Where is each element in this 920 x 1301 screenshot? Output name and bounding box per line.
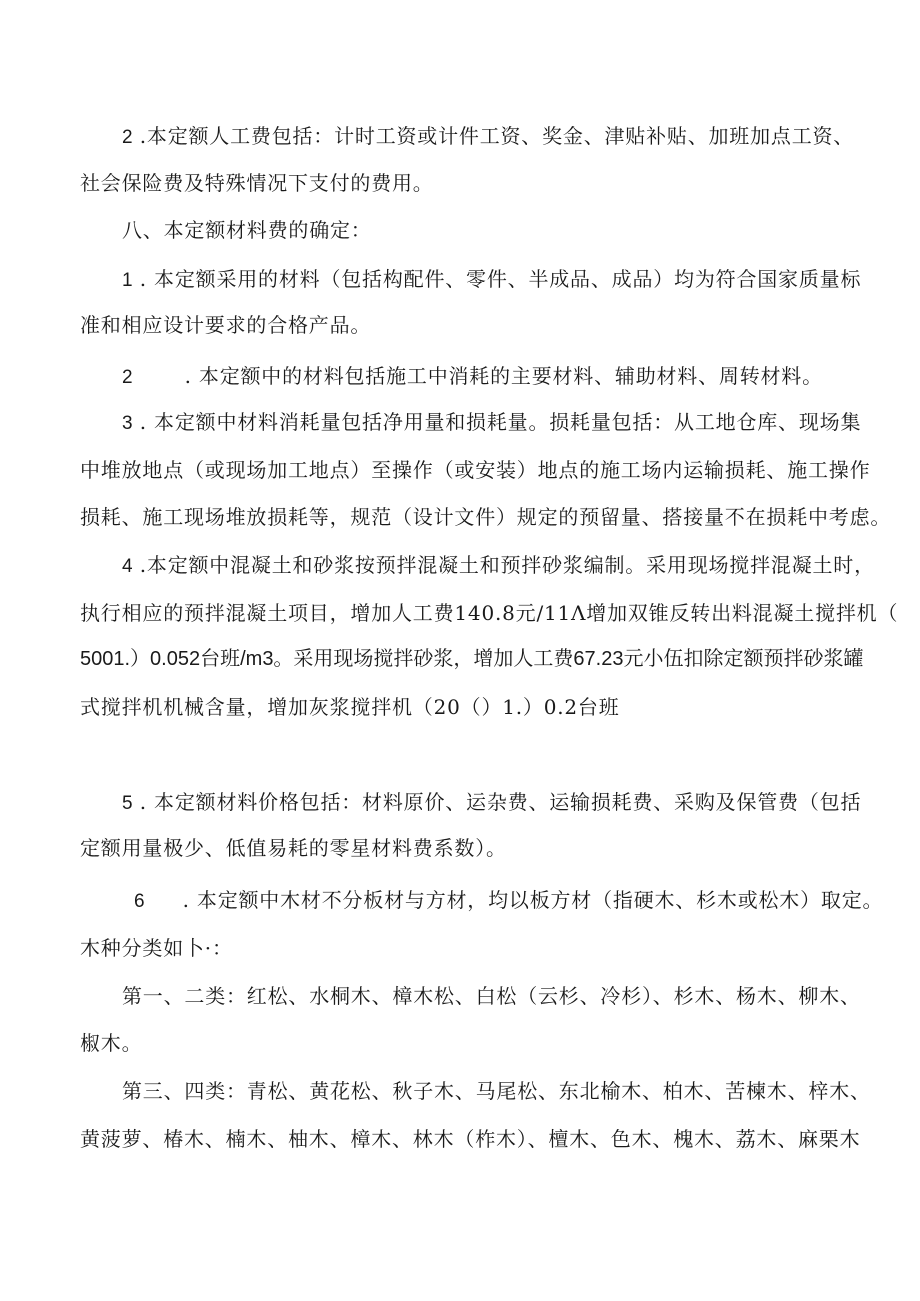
material-item-4-line-1 [122, 551, 875, 579]
item-text: .本定额人工费包括：计时工资或计件工资、奖金、津贴补贴、加班加点工资、 [132, 124, 855, 148]
material-item-6-line-2: 木种分类如卜·： [80, 936, 233, 960]
item-text: . 本定额中木材不分板材与方材，均以板方材（指硬木、杉木或松木）取定。 [182, 888, 884, 912]
wood-class-1-2-line-2: 椒木。 [80, 1031, 143, 1055]
item-number: 4 [122, 556, 133, 577]
material-item-4-line-3: 5001.）0.052台班/m3。采用现场搅拌砂浆，增加人工费67.23元小伍扣除定额预拌砂浆罐 [80, 648, 864, 670]
material-item-4-line-2: 执行相应的预拌混凝土项目，增加人工费140.8元/11Λ增加双锥反转出料混凝土搅拌机（ [80, 601, 899, 625]
labor-cost-paragraph-line-2: 社会保险费及特殊情况下支付的费用。 [80, 171, 434, 195]
section-heading-8: 八、本定额材料费的确定： [122, 218, 372, 242]
material-item-2-line-1 [122, 362, 823, 390]
material-item-5-line-1 [122, 788, 861, 816]
material-item-3-line-1 [122, 408, 861, 436]
wood-class-3-4-line-2: 黄菠萝、椿木、楠木、柚木、樟木、林木（柞木）、檀木、色木、槐木、荔木、麻栗木 [80, 1127, 861, 1151]
material-item-1-line-2: 准和相应设计要求的合格产品。 [80, 313, 372, 337]
material-item-3-line-2: 中堆放地点（或现场加工地点）至操作（或安装）地点的施工场内运输损耗、施工操作 [80, 458, 871, 482]
wood-class-3-4-line-1: 第三、四类：青松、黄花松、秋子木、马尾松、东北榆木、柏木、苦楝木、梓木、 [122, 1079, 871, 1103]
item-number: 1 [122, 270, 133, 291]
wood-class-1-2-line-1: 第一、二类：红松、水桐木、樟木松、白松（云杉、冷杉）、杉木、杨木、柳木、 [122, 984, 861, 1008]
material-item-5-line-2: 定额用量极少、低值易耗的零星材料费系数）。 [80, 836, 507, 860]
labor-cost-paragraph-line-1 [122, 122, 854, 150]
item-text: . 本定额中的材料包括施工中消耗的主要材料、辅助材料、周转材料。 [184, 364, 823, 388]
material-item-4-line-4: 式搅拌机机械含量，增加灰浆搅拌机（20（）1.）0.2台班 [80, 695, 620, 719]
item-number: 5 [122, 793, 133, 814]
item-number: 6 [134, 891, 145, 912]
item-number: 2 [122, 127, 133, 148]
item-text: . 本定额中材料消耗量包括净用量和损耗量。损耗量包括：从工地仓库、现场集 [132, 410, 862, 434]
material-item-6-line-1 [134, 886, 883, 914]
item-text: .本定额中混凝土和砂浆按预拌混凝土和预拌砂浆编制。采用现场搅拌混凝土时， [132, 553, 875, 577]
material-item-3-line-3: 损耗、施工现场堆放损耗等，规范（设计文件）规定的预留量、搭接量不在损耗中考虑。 [80, 505, 892, 529]
item-text: . 本定额材料价格包括：材料原价、运杂费、运输损耗费、采购及保管费（包括 [132, 790, 862, 814]
item-number: 3 [122, 413, 133, 434]
item-number: 2 [122, 367, 133, 388]
item-text: . 本定额采用的材料（包括构配件、零件、半成品、成品）均为符合国家质量标 [132, 267, 862, 291]
material-item-1-line-1 [122, 265, 861, 293]
